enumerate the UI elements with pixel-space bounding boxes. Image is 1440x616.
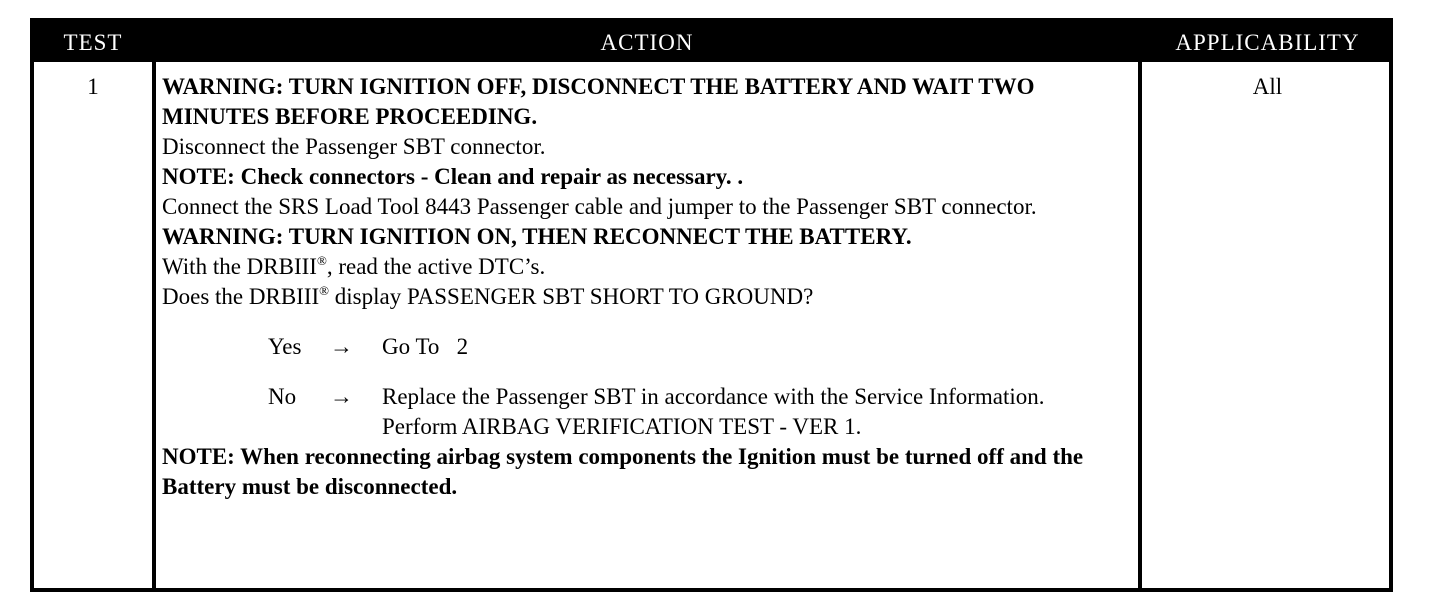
action-cell: [162, 72, 1135, 502]
question: Does the DRBIII® display PASSENGER SBT SHORT TO GROUND?: [162, 283, 814, 309]
test-number: 1: [87, 74, 99, 99]
header-action: ACTION: [600, 30, 694, 55]
arrow-icon: →: [330, 384, 353, 409]
step-1: Disconnect the Passenger SBT connector.: [162, 134, 546, 159]
yes-label: Yes: [268, 334, 302, 359]
column-divider-2: [1138, 62, 1142, 588]
warning-1: WARNING: TURN IGNITION OFF, DISCONNECT THE BATTERY AND WAIT TWO MINUTES BEFORE PROCEEDING.: [162, 74, 1035, 129]
no-result-1: Replace the Passenger SBT in accordance with the Service Information.: [382, 384, 1045, 409]
no-branch: [162, 382, 1135, 442]
header-applicability: APPLICABILITY: [1175, 30, 1360, 55]
note-final: NOTE: When reconnecting airbag system components the Ignition must be turned off and the Battery must be disconnected.: [162, 444, 1084, 499]
arrow-icon: →: [330, 334, 353, 359]
no-label: No: [268, 384, 297, 409]
warning-2: WARNING: TURN IGNITION ON, THEN RECONNECT THE BATTERY.: [162, 224, 912, 249]
no-result-2: Perform AIRBAG VERIFICATION TEST - VER 1.: [382, 414, 862, 439]
applicability-value: All: [1252, 74, 1283, 99]
yes-result: Go To 2: [382, 334, 469, 359]
note-1: NOTE: Check connectors - Clean and repair as necessary. .: [162, 164, 744, 189]
diagnostic-table: [30, 18, 1393, 592]
step-2: Connect the SRS Load Tool 8443 Passenger cable and jumper to the Passenger SBT connector.: [162, 194, 1037, 219]
step-3: With the DRBIII®, read the active DTC’s.: [162, 253, 546, 279]
yes-branch: [162, 332, 1135, 362]
table-header: [34, 22, 1389, 62]
column-divider-1: [152, 62, 156, 588]
header-test: TEST: [63, 30, 123, 55]
